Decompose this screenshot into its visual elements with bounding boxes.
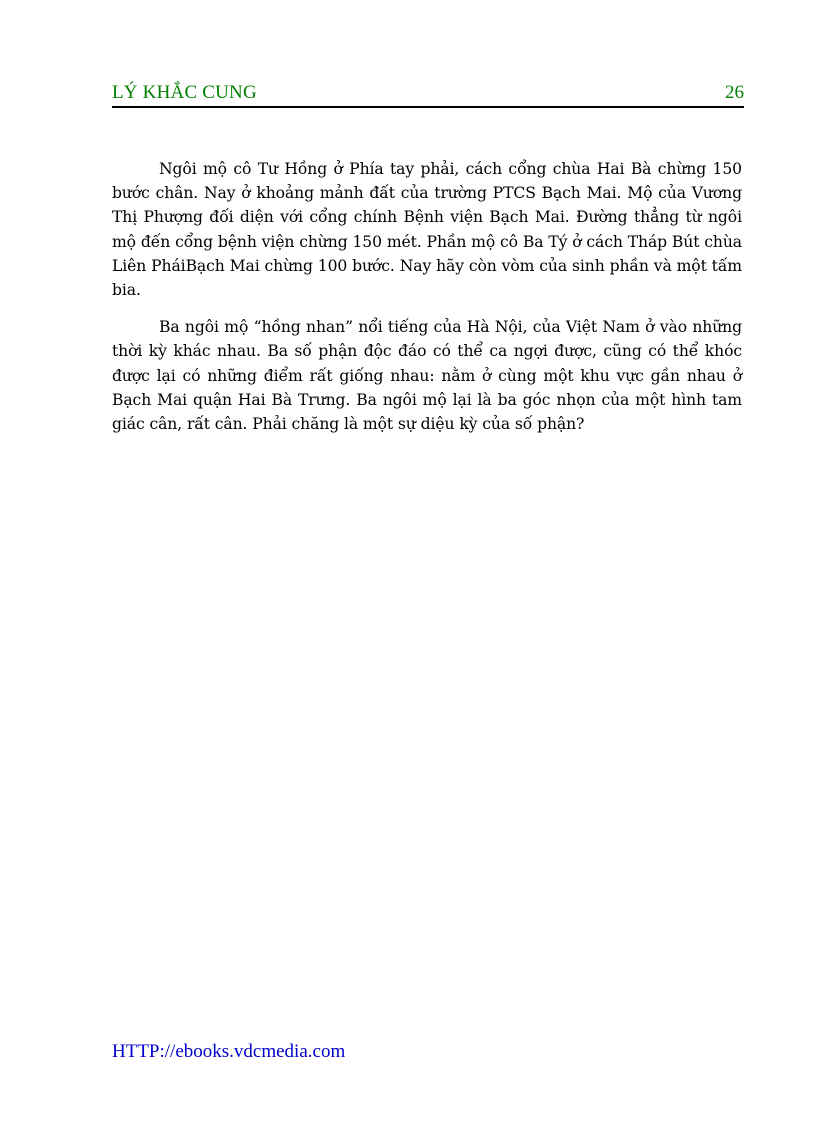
- paragraph: Ngôi mộ cô Tư Hồng ở Phía tay phải, cách cổng chùa Hai Bà chừng 150 bước chân. Nay ở khoảng mảnh đất của trường PTCS Bạch Mai. Mộ của Vương Thị Phượng đối diện với cổng chính Bệnh viện Bạch Mai. Đường thẳng từ ngôi mộ đến cổng bệnh viện chừng 150 mét. Phần mộ cô Ba Tý ở cách Tháp Bút chùa Liên PháiBạch Mai chừng 100 bước. Nay hãy còn vòm của sinh phần và một tấm bia.: [112, 160, 742, 300]
- header-author: LÝ KHẮC CUNG: [112, 82, 257, 103]
- footer-link[interactable]: HTTP://ebooks.vdcmedia.com: [112, 1041, 346, 1062]
- running-header: [112, 80, 744, 108]
- page-number: 26: [725, 82, 744, 103]
- body-text: [112, 157, 742, 449]
- paragraph: Ba ngôi mộ “hồng nhan” nổi tiếng của Hà Nội, của Việt Nam ở vào những thời kỳ khác nhau. Ba số phận độc đáo có thể ca ngợi được, cũng có thể khóc được lại có những điểm rất giống nhau: nằm ở cùng một khu vực gần nhau ở Bạch Mai quận Hai Bà Trưng. Ba ngôi mộ lại là ba góc nhọn của một hình tam giác cân, rất cân. Phải chăng là một sự diệu kỳ của số phận?: [112, 318, 742, 434]
